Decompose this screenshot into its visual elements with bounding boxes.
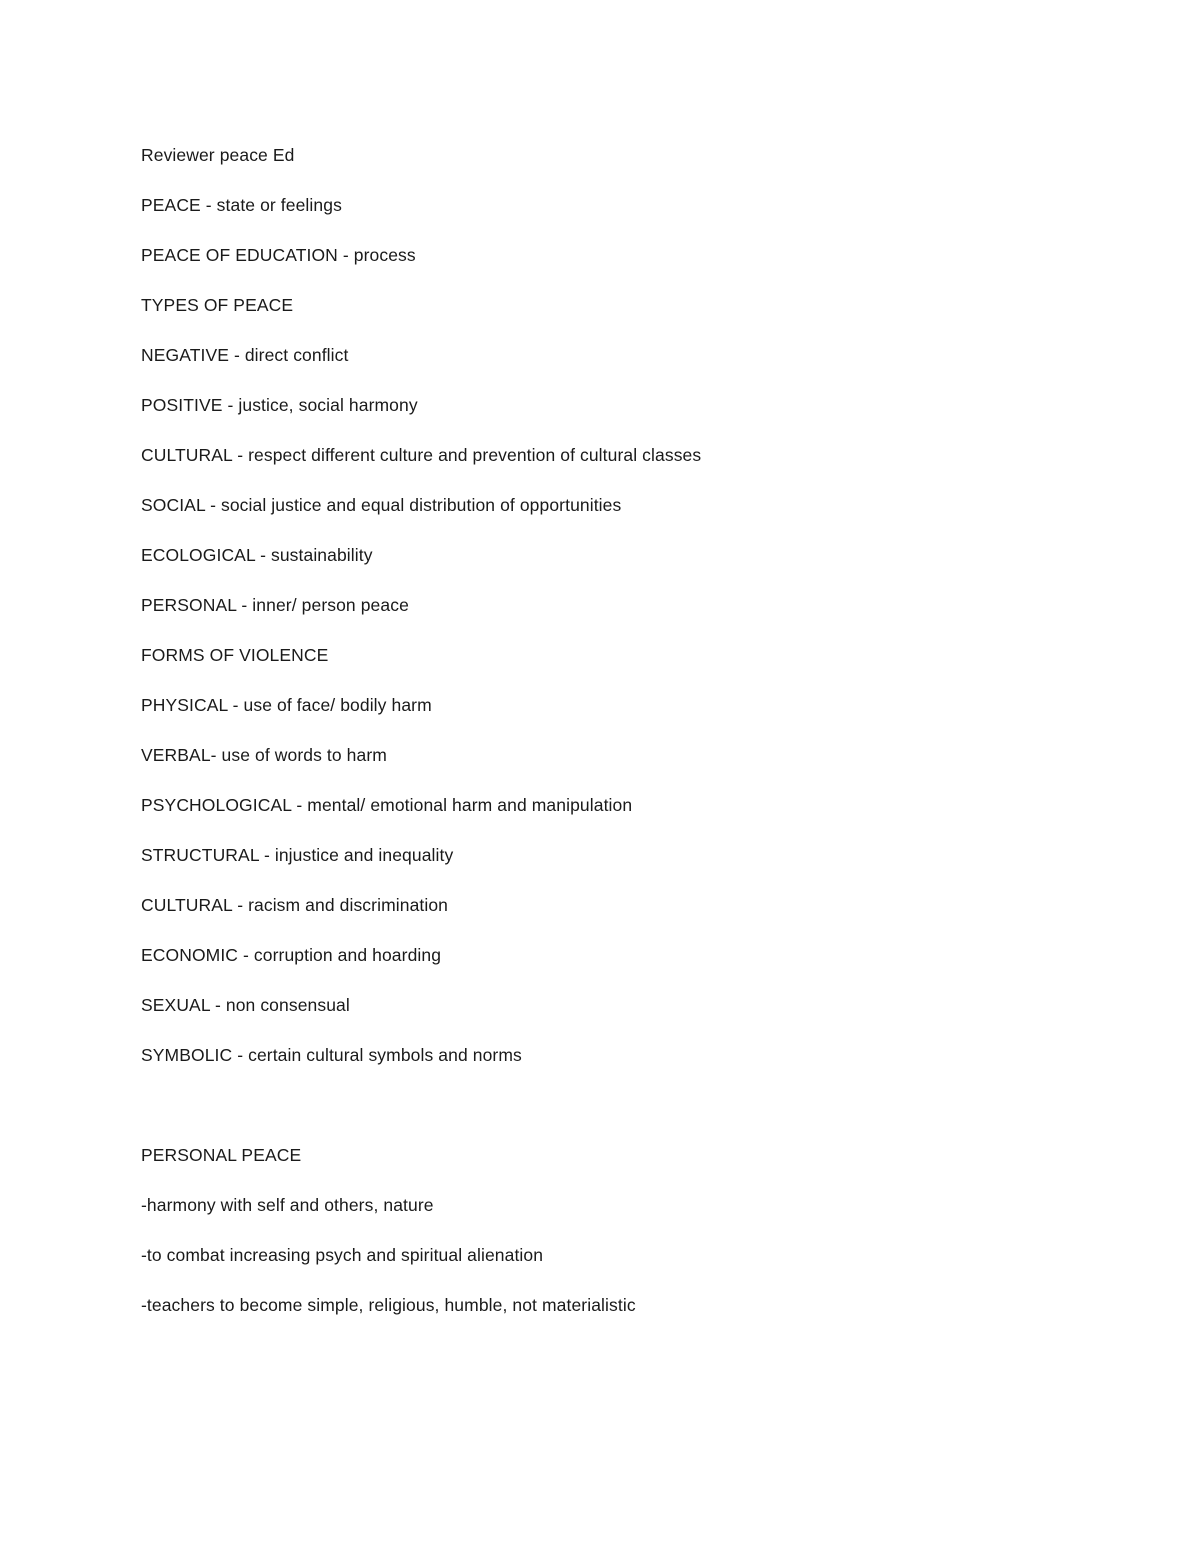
text-line: -to combat increasing psych and spiritual alienation (141, 1245, 544, 1265)
paragraph-gap (141, 1092, 1101, 1142)
section-heading-forms-of-violence: FORMS OF VIOLENCE (141, 645, 329, 665)
text-line: VERBAL- use of words to harm (141, 745, 387, 765)
text-line: SEXUAL - non consensual (141, 995, 350, 1015)
text-line: NEGATIVE - direct conflict (141, 345, 349, 365)
text-line: CULTURAL - racism and discrimination (141, 895, 449, 915)
text-line: CULTURAL - respect different culture and prevention of cultural classes (141, 445, 702, 465)
section-heading-personal-peace: PERSONAL PEACE (141, 1145, 302, 1165)
text-line: PEACE OF EDUCATION - process (141, 245, 416, 265)
text-line: -harmony with self and others, nature (141, 1195, 434, 1215)
text-line: PHYSICAL - use of face/ bodily harm (141, 695, 432, 715)
text-line: ECOLOGICAL - sustainability (141, 545, 373, 565)
text-line: SYMBOLIC - certain cultural symbols and norms (141, 1045, 522, 1065)
text-line: STRUCTURAL - injustice and inequality (141, 845, 454, 865)
text-line: -teachers to become simple, religious, humble, not materialistic (141, 1295, 636, 1315)
text-line: PERSONAL - inner/ person peace (141, 595, 409, 615)
text-line: SOCIAL - social justice and equal distribution of opportunities (141, 495, 622, 515)
text-line: ECONOMIC - corruption and hoarding (141, 945, 442, 965)
document-body (141, 142, 1101, 1342)
section-heading-types-of-peace: TYPES OF PEACE (141, 295, 294, 315)
document-title: Reviewer peace Ed (141, 145, 295, 165)
text-line: POSITIVE - justice, social harmony (141, 395, 418, 415)
text-line: PSYCHOLOGICAL - mental/ emotional harm and manipulation (141, 795, 633, 815)
text-line: PEACE - state or feelings (141, 195, 342, 215)
